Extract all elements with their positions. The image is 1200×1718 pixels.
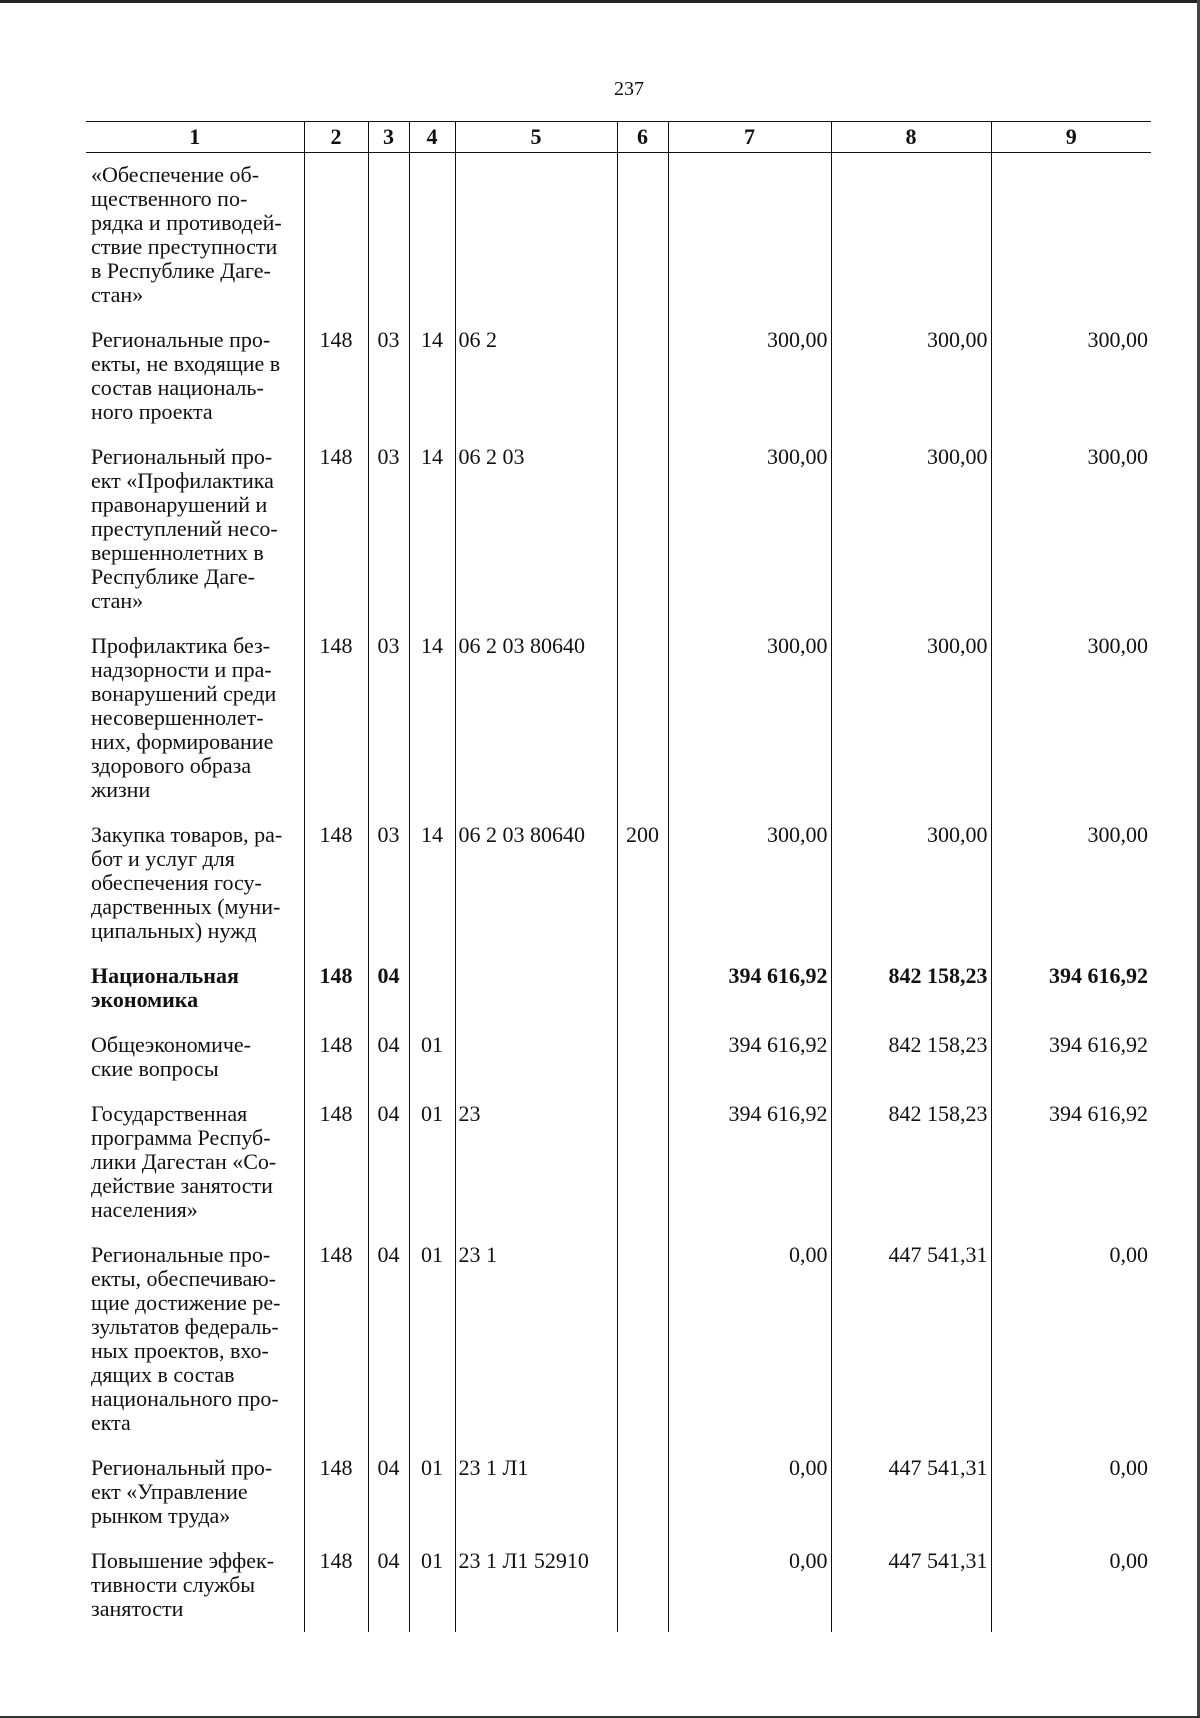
- column-header-8: 8: [831, 122, 991, 153]
- table-header: [86, 122, 1151, 153]
- amount-col7-cell: 300,00: [668, 624, 831, 813]
- admin-code-cell: 148: [304, 954, 368, 1023]
- row-name-cell: Региональные про- екты, обеспечиваю- щие достижение ре- зультатов федераль- ных проектов, вхо- дящих в состав национального про- екта: [91, 1242, 281, 1435]
- table-row: [86, 153, 1151, 319]
- amount-col9-cell: 394 616,92: [991, 954, 1151, 1023]
- table-row: [86, 813, 1151, 954]
- amount-col7-cell: 394 616,92: [668, 1023, 831, 1092]
- table-row: [86, 1539, 1151, 1632]
- column-header-3: 3: [368, 122, 409, 153]
- column-header-5: 5: [455, 122, 617, 153]
- amount-col8-cell: 842 158,23: [831, 1092, 991, 1233]
- target-article-cell: 23 1 Л1 52910: [455, 1539, 617, 1632]
- section-cell: 04: [368, 1233, 409, 1446]
- section-cell: [368, 153, 409, 319]
- amount-col8-cell: [831, 153, 991, 319]
- target-article-cell: 06 2 03 80640: [455, 624, 617, 813]
- target-article-cell: 23 1 Л1: [455, 1446, 617, 1539]
- budget-table: [86, 121, 1151, 1632]
- target-article-cell: [455, 954, 617, 1023]
- admin-code-cell: 148: [304, 624, 368, 813]
- target-article-cell: 23: [455, 1092, 617, 1233]
- expense-type-cell: [617, 1233, 668, 1446]
- target-article-cell: 06 2: [455, 318, 617, 435]
- amount-col9-cell: [991, 153, 1151, 319]
- subsection-cell: 14: [409, 624, 455, 813]
- amount-col7-cell: 0,00: [668, 1539, 831, 1632]
- subsection-cell: 01: [409, 1092, 455, 1233]
- row-name-cell: Повышение эффек- тивности службы занятости: [91, 1548, 275, 1621]
- amount-col9-cell: 0,00: [991, 1446, 1151, 1539]
- admin-code-cell: 148: [304, 318, 368, 435]
- amount-col9-cell: 300,00: [991, 318, 1151, 435]
- expense-type-cell: [617, 1446, 668, 1539]
- amount-col8-cell: 300,00: [831, 318, 991, 435]
- header-row: [86, 122, 1151, 153]
- subsection-cell: 01: [409, 1539, 455, 1632]
- section-cell: 04: [368, 954, 409, 1023]
- subsection-cell: 14: [409, 813, 455, 954]
- table-row: [86, 435, 1151, 624]
- row-name-cell: Общеэкономиче- ские вопросы: [91, 1032, 252, 1081]
- row-name-cell: Региональные про- екты, не входящие в состав националь- ного проекта: [91, 327, 281, 424]
- section-cell: 04: [368, 1446, 409, 1539]
- page-frame-top: [0, 0, 1200, 3]
- row-name-cell: «Обеспечение об- щественного по- рядка и противодей- ствие преступности в Республике Даге- стан»: [91, 162, 282, 307]
- expense-type-cell: [617, 153, 668, 319]
- table-body: [86, 153, 1151, 1633]
- amount-col8-cell: 300,00: [831, 435, 991, 624]
- amount-col7-cell: 0,00: [668, 1233, 831, 1446]
- expense-type-cell: [617, 624, 668, 813]
- amount-col8-cell: 300,00: [831, 813, 991, 954]
- row-name-cell: Государственная программа Респуб- лики Дагестан «Со- действие занятости населения»: [91, 1101, 277, 1222]
- section-cell: 03: [368, 435, 409, 624]
- table-row: [86, 1446, 1151, 1539]
- subsection-cell: 14: [409, 318, 455, 435]
- amount-col7-cell: 394 616,92: [668, 954, 831, 1023]
- amount-col8-cell: 300,00: [831, 624, 991, 813]
- subsection-cell: [409, 954, 455, 1023]
- amount-col9-cell: 300,00: [991, 813, 1151, 954]
- subsection-cell: [409, 153, 455, 319]
- section-cell: 03: [368, 624, 409, 813]
- expense-type-cell: [617, 318, 668, 435]
- table-row: [86, 954, 1151, 1023]
- target-article-cell: [455, 1023, 617, 1092]
- amount-col7-cell: 300,00: [668, 318, 831, 435]
- amount-col7-cell: 300,00: [668, 435, 831, 624]
- table-row: [86, 1023, 1151, 1092]
- admin-code-cell: 148: [304, 1539, 368, 1632]
- amount-col7-cell: 0,00: [668, 1446, 831, 1539]
- amount-col8-cell: 447 541,31: [831, 1446, 991, 1539]
- column-header-4: 4: [409, 122, 455, 153]
- amount-col7-cell: [668, 153, 831, 319]
- target-article-cell: 06 2 03 80640: [455, 813, 617, 954]
- row-name-cell: Профилактика без- надзорности и пра- вонарушений среди несовершеннолет- них, формирование здорового образа жизни: [91, 633, 277, 802]
- column-header-7: 7: [668, 122, 831, 153]
- section-cell: 03: [368, 813, 409, 954]
- amount-col8-cell: 447 541,31: [831, 1539, 991, 1632]
- amount-col9-cell: 394 616,92: [991, 1023, 1151, 1092]
- section-cell: 04: [368, 1023, 409, 1092]
- amount-col8-cell: 842 158,23: [831, 954, 991, 1023]
- admin-code-cell: 148: [304, 1023, 368, 1092]
- page-number: 237: [614, 78, 644, 100]
- expense-type-cell: [617, 435, 668, 624]
- expense-type-cell: [617, 954, 668, 1023]
- table-row: [86, 1092, 1151, 1233]
- expense-type-cell: [617, 1023, 668, 1092]
- row-name-cell: Региональный про- ект «Профилактика правонарушений и преступлений несо- вершеннолетних в Республике Даге- стан»: [91, 444, 278, 613]
- target-article-cell: [455, 153, 617, 319]
- column-header-6: 6: [617, 122, 668, 153]
- amount-col7-cell: 394 616,92: [668, 1092, 831, 1233]
- column-header-9: 9: [991, 122, 1151, 153]
- column-header-1: 1: [86, 122, 304, 153]
- section-cell: 04: [368, 1092, 409, 1233]
- admin-code-cell: 148: [304, 1092, 368, 1233]
- expense-type-cell: [617, 1539, 668, 1632]
- admin-code-cell: 148: [304, 813, 368, 954]
- amount-col7-cell: 300,00: [668, 813, 831, 954]
- table-row: [86, 1233, 1151, 1446]
- amount-col8-cell: 842 158,23: [831, 1023, 991, 1092]
- expense-type-cell: 200: [617, 813, 668, 954]
- target-article-cell: 23 1: [455, 1233, 617, 1446]
- column-header-2: 2: [304, 122, 368, 153]
- amount-col9-cell: 300,00: [991, 624, 1151, 813]
- subsection-cell: 14: [409, 435, 455, 624]
- admin-code-cell: 148: [304, 435, 368, 624]
- row-name-cell: Национальная экономика: [91, 963, 239, 1012]
- section-cell: 04: [368, 1539, 409, 1632]
- admin-code-cell: [304, 153, 368, 319]
- subsection-cell: 01: [409, 1233, 455, 1446]
- row-name-cell: Региональный про- ект «Управление рынком труда»: [91, 1455, 273, 1528]
- subsection-cell: 01: [409, 1023, 455, 1092]
- section-cell: 03: [368, 318, 409, 435]
- amount-col9-cell: 0,00: [991, 1233, 1151, 1446]
- table-row: [86, 624, 1151, 813]
- admin-code-cell: 148: [304, 1446, 368, 1539]
- row-name-cell: Закупка товаров, ра- бот и услуг для обеспечения госу- дарственных (муни- ципальных) нужд: [91, 822, 283, 943]
- admin-code-cell: 148: [304, 1233, 368, 1446]
- subsection-cell: 01: [409, 1446, 455, 1539]
- amount-col9-cell: 0,00: [991, 1539, 1151, 1632]
- amount-col9-cell: 394 616,92: [991, 1092, 1151, 1233]
- amount-col9-cell: 300,00: [991, 435, 1151, 624]
- amount-col8-cell: 447 541,31: [831, 1233, 991, 1446]
- expense-type-cell: [617, 1092, 668, 1233]
- table-row: [86, 318, 1151, 435]
- target-article-cell: 06 2 03: [455, 435, 617, 624]
